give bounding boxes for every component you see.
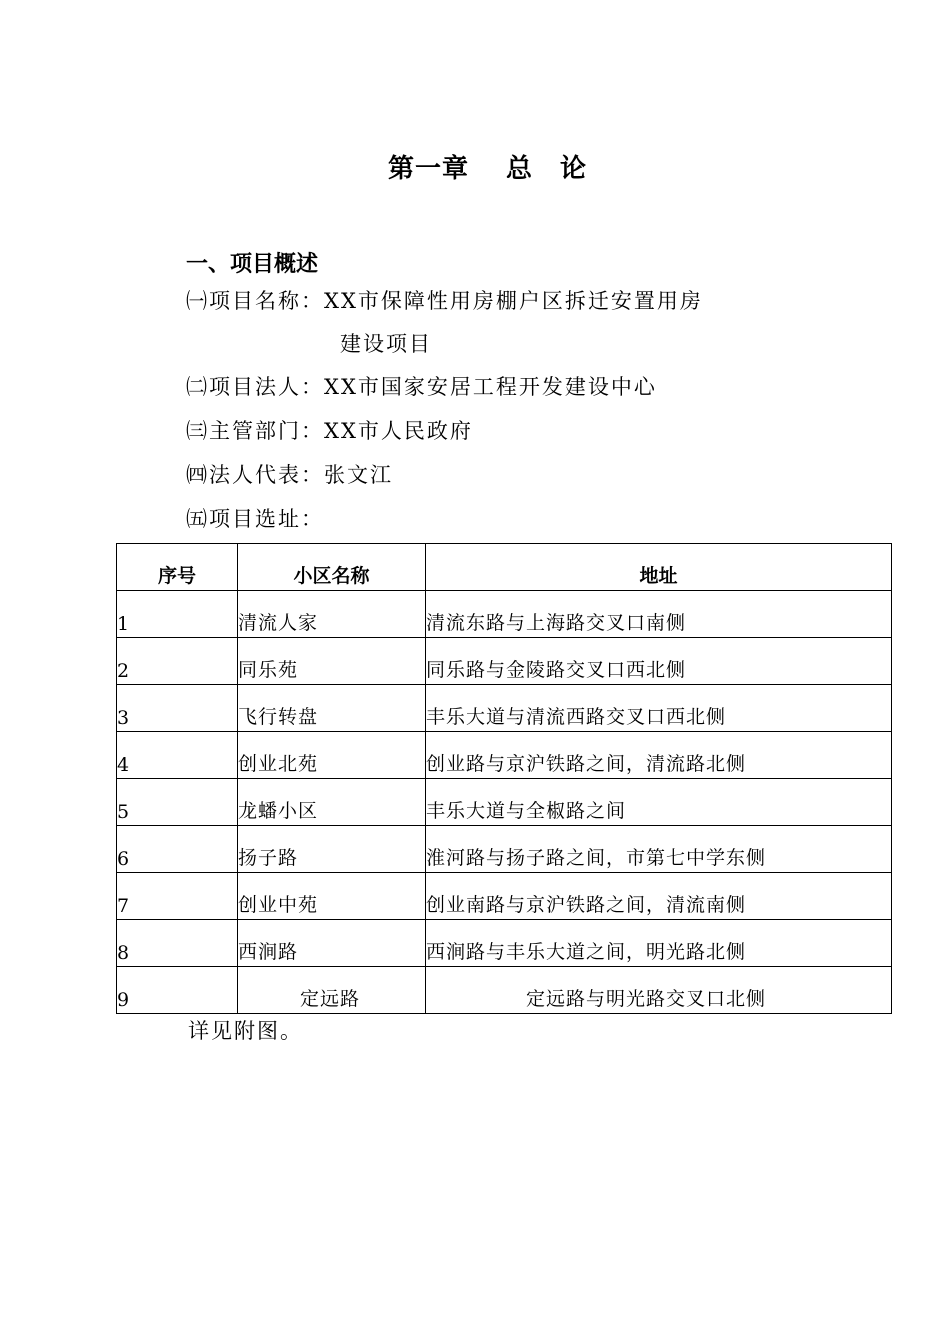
table-row (117, 685, 892, 732)
legal-representative-line (186, 459, 393, 489)
project-name-label: ㈠项目名称： (186, 289, 324, 313)
row-address: 创业路与京沪铁路之间，清流路北侧 (426, 732, 892, 779)
row-no: 7 (117, 873, 238, 920)
header-address: 地址 (426, 544, 892, 591)
table-row (117, 732, 892, 779)
row-community-name: 创业中苑 (238, 873, 426, 920)
table-row (117, 779, 892, 826)
table-row (117, 873, 892, 920)
row-community-name: 龙蟠小区 (238, 779, 426, 826)
project-legal-entity-value: XX市国家安居工程开发建设中心 (324, 375, 657, 399)
row-no: 1 (117, 591, 238, 638)
project-site-line (186, 503, 324, 533)
project-legal-entity-line (186, 371, 657, 401)
competent-department-line (186, 415, 473, 445)
row-address: 同乐路与金陵路交叉口西北侧 (426, 638, 892, 685)
project-site-label: ㈤项目选址： (186, 507, 324, 531)
legal-representative-label: ㈣法人代表： (186, 463, 324, 487)
row-address: 淮河路与扬子路之间，市第七中学东侧 (426, 826, 892, 873)
row-address: 丰乐大道与全椒路之间 (426, 779, 892, 826)
row-no: 5 (117, 779, 238, 826)
row-address: 丰乐大道与清流西路交叉口西北侧 (426, 685, 892, 732)
row-no: 3 (117, 685, 238, 732)
row-no: 9 (117, 967, 238, 1014)
row-no: 8 (117, 920, 238, 967)
row-address: 创业南路与京沪铁路之间，清流南侧 (426, 873, 892, 920)
project-name-value: XX市保障性用房棚户区拆迁安置用房 (324, 289, 703, 313)
legal-representative-value: 张文江 (324, 463, 393, 487)
table-row (117, 920, 892, 967)
row-community-name: 定远路 (238, 967, 426, 1014)
competent-department-value: XX市人民政府 (324, 419, 473, 443)
row-no: 6 (117, 826, 238, 873)
row-no: 2 (117, 638, 238, 685)
site-table (116, 543, 892, 1014)
project-name-continuation: 建设项目 (340, 332, 432, 356)
project-legal-entity-label: ㈡项目法人： (186, 375, 324, 399)
row-no: 4 (117, 732, 238, 779)
competent-department-label: ㈢主管部门： (186, 419, 324, 443)
table-header-row (117, 544, 892, 591)
row-address: 西涧路与丰乐大道之间，明光路北侧 (426, 920, 892, 967)
row-community-name: 西涧路 (238, 920, 426, 967)
row-community-name: 清流人家 (238, 591, 426, 638)
row-address: 清流东路与上海路交叉口南侧 (426, 591, 892, 638)
section-heading: 一、项目概述 (186, 252, 319, 277)
row-community-name: 飞行转盘 (238, 685, 426, 732)
row-community-name: 同乐苑 (238, 638, 426, 685)
table-row (117, 826, 892, 873)
project-name-line (186, 285, 703, 315)
header-no: 序号 (117, 544, 238, 591)
table-row (117, 591, 892, 638)
table-row (117, 967, 892, 1014)
row-community-name: 创业北苑 (238, 732, 426, 779)
row-address: 定远路与明光路交叉口北侧 (426, 967, 892, 1014)
row-community-name: 扬子路 (238, 826, 426, 873)
chapter-title: 第一章 总 论 (387, 154, 588, 184)
table-row (117, 638, 892, 685)
footer-note: 详见附图。 (188, 1019, 303, 1043)
header-community-name: 小区名称 (238, 544, 426, 591)
